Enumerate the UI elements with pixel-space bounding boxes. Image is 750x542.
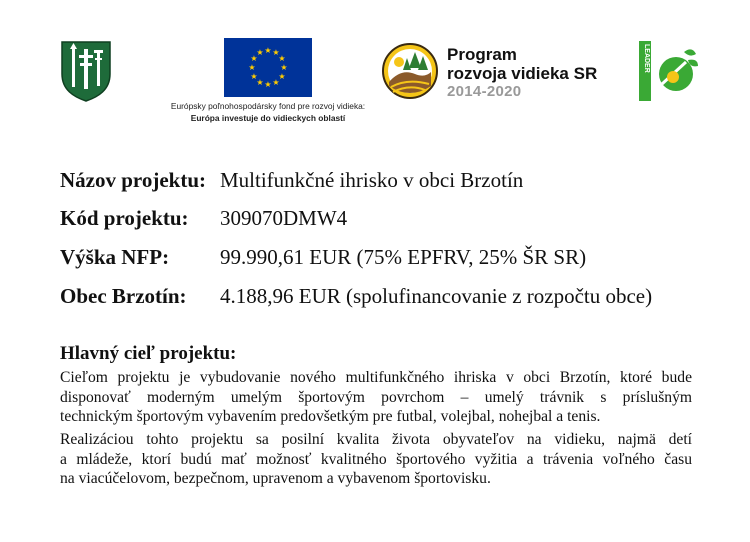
program-years: 2014-2020 <box>447 83 522 100</box>
goal-p2-line: na viacúčelovom, bezpečnom, upravenom a vybavenom športovisku. <box>60 470 491 488</box>
goal-heading: Hlavný cieľ projektu: <box>60 343 237 364</box>
svg-text:★: ★ <box>278 72 286 81</box>
project-code-value: 309070DMW4 <box>220 206 348 230</box>
project-code-label: Kód projektu: <box>60 206 189 230</box>
program-title-line1: Program <box>447 45 517 64</box>
svg-text:★: ★ <box>256 48 264 57</box>
goal-p1-line: Cieľom projektu je vybudovanie nového multifunkčného ihriska v obci Brzotín, ktoré bude <box>60 369 692 386</box>
project-name-value: Multifunkčné ihrisko v obci Brzotín <box>220 168 524 192</box>
cofinancing-label: Obec Brzotín: <box>60 284 187 308</box>
svg-text:★: ★ <box>272 48 280 57</box>
svg-text:★: ★ <box>248 63 256 72</box>
svg-text:★: ★ <box>272 78 280 87</box>
program-title-line2: rozvoja vidieka SR <box>447 64 598 83</box>
eu-caption-line2: Európa investuje do vidieckych oblastí <box>190 113 346 123</box>
nfp-amount-value: 99.990,61 EUR (75% EPFRV, 25% ŠR SR) <box>220 245 587 269</box>
svg-text:★: ★ <box>264 46 272 55</box>
goal-p1-line: technickým športovým vybavením predovšetkým pre futbal, volejbal, nohejbal a tenis. <box>60 408 601 426</box>
goal-p2-line: a mládeže, ktorí budú mať možnosť kvalitného športového vyžitia a trávenia voľného času <box>60 450 692 468</box>
eu-flag-icon <box>224 38 312 97</box>
goal-p1-line: disponovať moderným umelým športovým povrchom – umelý trávnik s príslušným <box>60 388 692 406</box>
project-name-label: Názov projektu: <box>60 168 207 192</box>
leader-text: LEADER <box>643 44 650 73</box>
goal-p2-line: Realizáciou tohto projektu sa posilní kvalita života obyvateľov na vidieku, najmä detí <box>60 431 692 448</box>
coat-of-arms-icon <box>60 40 112 102</box>
svg-text:★: ★ <box>250 54 258 63</box>
svg-text:★: ★ <box>250 72 258 81</box>
svg-text:★: ★ <box>280 63 288 72</box>
svg-text:★: ★ <box>256 78 264 87</box>
cofinancing-value: 4.188,96 EUR (spolufinancovanie z rozpočtu obce) <box>220 284 653 308</box>
program-emblem-icon <box>381 42 439 100</box>
goal-paragraph-1 <box>60 368 692 427</box>
goal-paragraph-2 <box>60 430 692 489</box>
leader-logo-icon <box>638 40 702 102</box>
nfp-amount-label: Výška NFP: <box>60 245 170 269</box>
svg-text:★: ★ <box>264 80 272 89</box>
eu-caption-line1: Európsky poľnohospodársky fond pre rozvoj vidieka: <box>170 101 366 111</box>
svg-text:★: ★ <box>278 54 286 63</box>
